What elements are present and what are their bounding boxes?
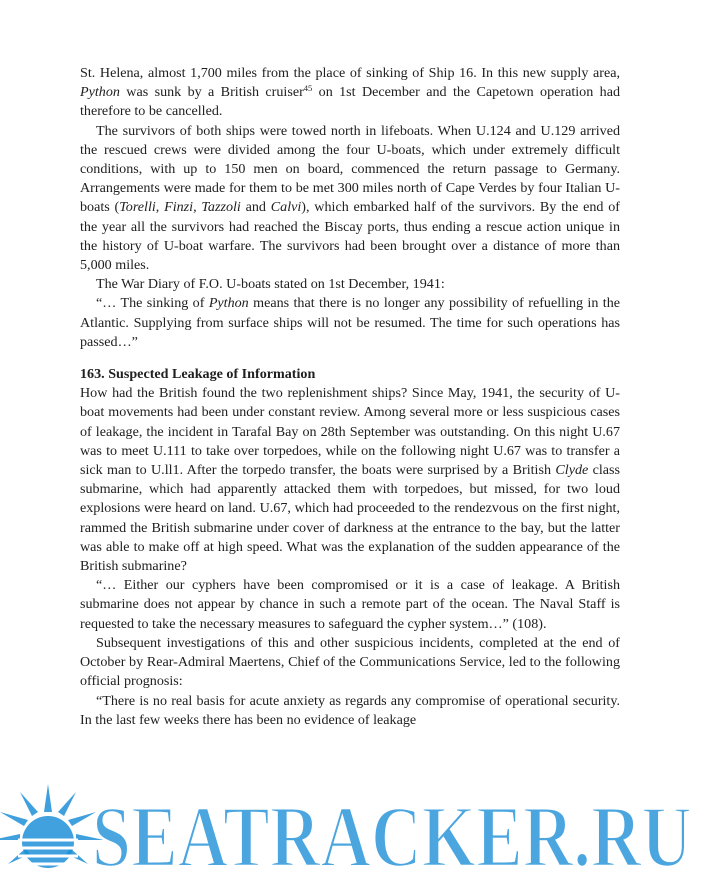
watermark-text: [92, 796, 698, 880]
watermark-label: SEATRACKER.RU: [92, 796, 692, 880]
sun-disc: [22, 816, 74, 868]
text-run: on 1st December and the Capetown operation had therefore to be cancelled.: [80, 84, 620, 120]
submarine-class: Clyde: [555, 462, 589, 479]
text-run: How had the British found the two replenishment ships? Since May, 1941, the security of U-boat movements had been under constant review. Among several more or less suspicious cases of leakage, the incident in Tarafal Bay on 28th September was outstanding. On this night U.67 was to meet U.111 to take over torpedoes, while on the following night U.67 was to transfer a sick man to U.ll1. After the torpedo transfer, the boats were surprised by a British: [80, 385, 620, 479]
quote-1: [80, 294, 620, 352]
text-run: and: [240, 199, 271, 216]
quote-3: “There is no real basis for acute anxiety as regards any compromise of operational security. In the last few weeks there has been no evidence of leakage: [80, 692, 620, 728]
text-run: means that there is no longer any possibility of refuelling in the Atlantic. Supplying from surface ships will not be resumed. The time for such operations has passed…”: [80, 295, 620, 350]
paragraph-7: Subsequent investigations of this and other suspicious incidents, completed at the end of October by Rear-Admiral Maertens, Chief of the Communications Service, led to the following official prognosis:: [80, 634, 620, 690]
section-heading: 163. Suspected Leakage of Information: [80, 366, 316, 383]
quote-2: “… Either our cyphers have been compromised or it is a case of leakage. A British submarine does not appear by chance in such a remote part of the ocean. The Naval Staff is requested to take the necessary measures to safeguard the cypher system…” (108).: [80, 577, 620, 632]
ship-name: Python: [208, 295, 249, 312]
paragraph-3: The War Diary of F.O. U-boats stated on 1st December, 1941:: [96, 276, 445, 293]
paragraph-1: [80, 64, 620, 122]
text-run: ), which embarked half of the survivors. By the end of the year all the survivors had reached the Biscay ports, thus ending a rescue action unique in the history of U-boat warfare. The survivors had been brought over a distance of more than 5,000 miles.: [80, 199, 620, 274]
footnote-marker: 45: [303, 83, 313, 94]
ship-name: Calvi: [270, 199, 302, 216]
text-run: The survivors of both ships were towed north in lifeboats. When U.124 and U.129 arrived the rescued crews were divided among the four U-boats, which under extremely difficult conditions, with up to 150 men on board, commenced the return passage to Germany. Arrangements were made for them to be met 300 miles north of Cape Verdes by four Italian U-boats (: [80, 122, 620, 216]
ship-names: Torelli, Finzi, Tazzoli: [119, 199, 241, 216]
text-run: “… The sinking of: [96, 295, 209, 312]
text-run: class submarine, which had apparently attacked them with torpedoes, but missed, for two loud explosions were heard on land. U.67, which had proceeded to the rendezvous on the first night, rammed the British submarine under cover of darkness at the entrance to the bay, but the latter was able to make off at high speed. What was the explanation of the sudden appearance of the British submarine?: [80, 462, 621, 575]
text-column: [80, 64, 620, 730]
text-run: was sunk by a British cruiser: [119, 84, 304, 101]
text-run: St. Helena, almost 1,700 miles from the place of sinking of Ship 16. In this new supply area,: [80, 65, 620, 81]
paragraph-5: [80, 384, 620, 576]
ship-name: Python: [80, 84, 120, 101]
paragraph-2: [80, 122, 620, 276]
